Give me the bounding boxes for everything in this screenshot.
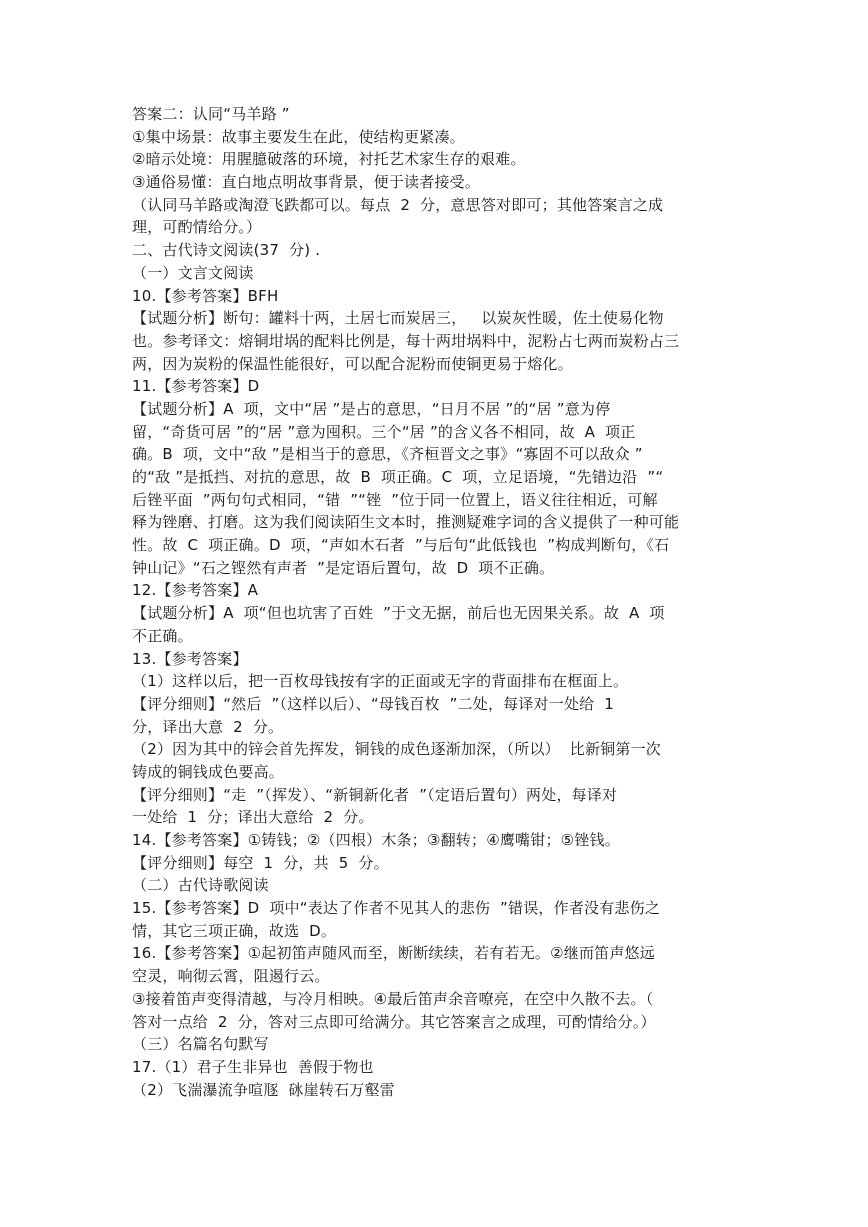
text-line: （二）古代诗歌阅读 (132, 876, 269, 895)
text-line: 一处给 1 分；译出大意给 2 分。 (132, 808, 374, 827)
text-line: 17.（1）君子生非异也 善假于物也 (132, 1057, 374, 1076)
text-line: 13.【参考答案】 (132, 649, 248, 668)
text-line: ③通俗易懂：直白地点明故事背景，便于读者接受。 (132, 173, 481, 192)
text-line: 【试题分析】A 项“但也坑害了百姓 ”于文无据，前后也无因果关系。故 A 项 (132, 604, 665, 623)
text-line: 【试题分析】断句：罐料十两，土居七而炭居三， 以炭灰性暖，佐土使易化物 (132, 309, 664, 328)
text-line: 分，译出大意 2 分。 (132, 717, 284, 736)
text-line: 的“敌 ”是抵挡、对抗的意思，故 B 项正确。C 项，立足语境，“先错边沿 ”“ (132, 468, 664, 486)
text-line: 答案二：认同“马羊路 ” (132, 105, 290, 123)
text-line: 钟山记》“石之铿然有声者 ”是定语后置句，故 D 项不正确。 (132, 558, 555, 577)
text-line: （三）名篇名句默写 (132, 1035, 269, 1054)
text-line: 铸成的铜钱成色要高。 (132, 762, 285, 781)
text-line: 11.【参考答案】D (132, 377, 260, 396)
text-line: 16.【参考答案】①起初笛声随风而至，断断续续，若有若无。②继而笛声悠远 (132, 944, 655, 963)
text-line: （2）因为其中的锌会首先挥发，铜钱的成色逐渐加深，（所以） 比新铜第一次 (132, 740, 661, 759)
text-line: （2）飞湍瀑流争喧豗 砯崖转石万壑雷 (132, 1080, 395, 1099)
text-line: ①集中场景：故事主要发生在此，使结构更紧凑。 (132, 127, 465, 146)
text-line: （一）文言文阅读 (132, 263, 254, 282)
text-line: 释为锉磨、打磨。这为我们阅读陌生文本时，推测疑难字词的含义提供了一种可能 (132, 513, 680, 532)
text-line: 情，其它三项正确，故选 D。 (132, 921, 337, 940)
text-line: 【评分细则】“然后 ”（这样以后）、“母钱百枚 ”二处，每译对一处给 1 (132, 694, 615, 713)
text-line: 10.【参考答案】BFH (132, 286, 279, 305)
text-line: 12.【参考答案】A (132, 581, 259, 600)
text-line: 两，因为炭粉的保温性能很好，可以配合泥粉而使铜更易于熔化。 (132, 354, 573, 373)
text-line: 理，可酌情给分。） (132, 218, 262, 237)
text-line: ②暗示处境：用腥臆破落的环境，衬托艺术家生存的艰难。 (132, 150, 526, 169)
text-line: 【评分细则】“走 ”（挥发）、“新铜新化者 ”（定语后置句）两处，每译对 (132, 785, 618, 804)
text-line: 留，“奇货可居 ”的“居 ”意为囤积。三个“居 ”的含义各不相同，故 A 项正 (132, 422, 636, 441)
text-line: 14.【参考答案】①铸钱；②（四根）木条；③翻转；④鹰嘴钳；⑤锉钱。 (132, 831, 620, 849)
text-line: 空灵，响彻云霄，阻遏行云。 (132, 967, 330, 986)
text-line: 性。故 C 项正确。D 项，“声如木石者 ”与后句“此低钱也 ”构成判断句，《石 (132, 536, 670, 555)
text-line: 答对一点给 2 分，答对三点即可给满分。其它答案言之成理，可酌情给分。） (132, 1012, 656, 1031)
text-line: 二、古代诗文阅读(37 分) . (132, 241, 321, 260)
text-line: ③接着笛声变得清越，与冷月相映。④最后笛声余音嘹亮，在空中久散不去。（ (132, 989, 654, 1008)
text-line: 确。B 项，文中“敌 ”是相当于的意思，《齐桓晋文之事》“寡固不可以敌众 ” (132, 445, 643, 464)
text-line: （认同马羊路或淘澄飞跌都可以。每点 2 分，意思答对即可；其他答案言之成 (132, 195, 664, 214)
text-line: 后锉平面 ”两句句式相同，“错 ”“锉 ”位于同一位置上，语义往往相近，可解 (132, 490, 658, 509)
document-page (132, 103, 692, 1101)
text-line: （1）这样以后，把一百枚母钱按有字的正面或无字的背面排布在框面上。 (132, 672, 629, 691)
text-line: 【试题分析】A 项，文中“居 ”是占的意思，“日月不居 ”的“居 ”意为停 (132, 399, 611, 418)
text-line: 【评分细则】每空 1 分，共 5 分。 (132, 853, 389, 872)
text-line: 不正确。 (132, 626, 193, 645)
text-line: 也。参考译文：熔铜坩埚的配料比例是，每十两坩埚料中，泥粉占七两而炭粉占三 (132, 331, 680, 350)
text-line: 15.【参考答案】D 项中“表达了作者不见其人的悲伤 ”错误，作者没有悲伤之 (132, 899, 661, 918)
